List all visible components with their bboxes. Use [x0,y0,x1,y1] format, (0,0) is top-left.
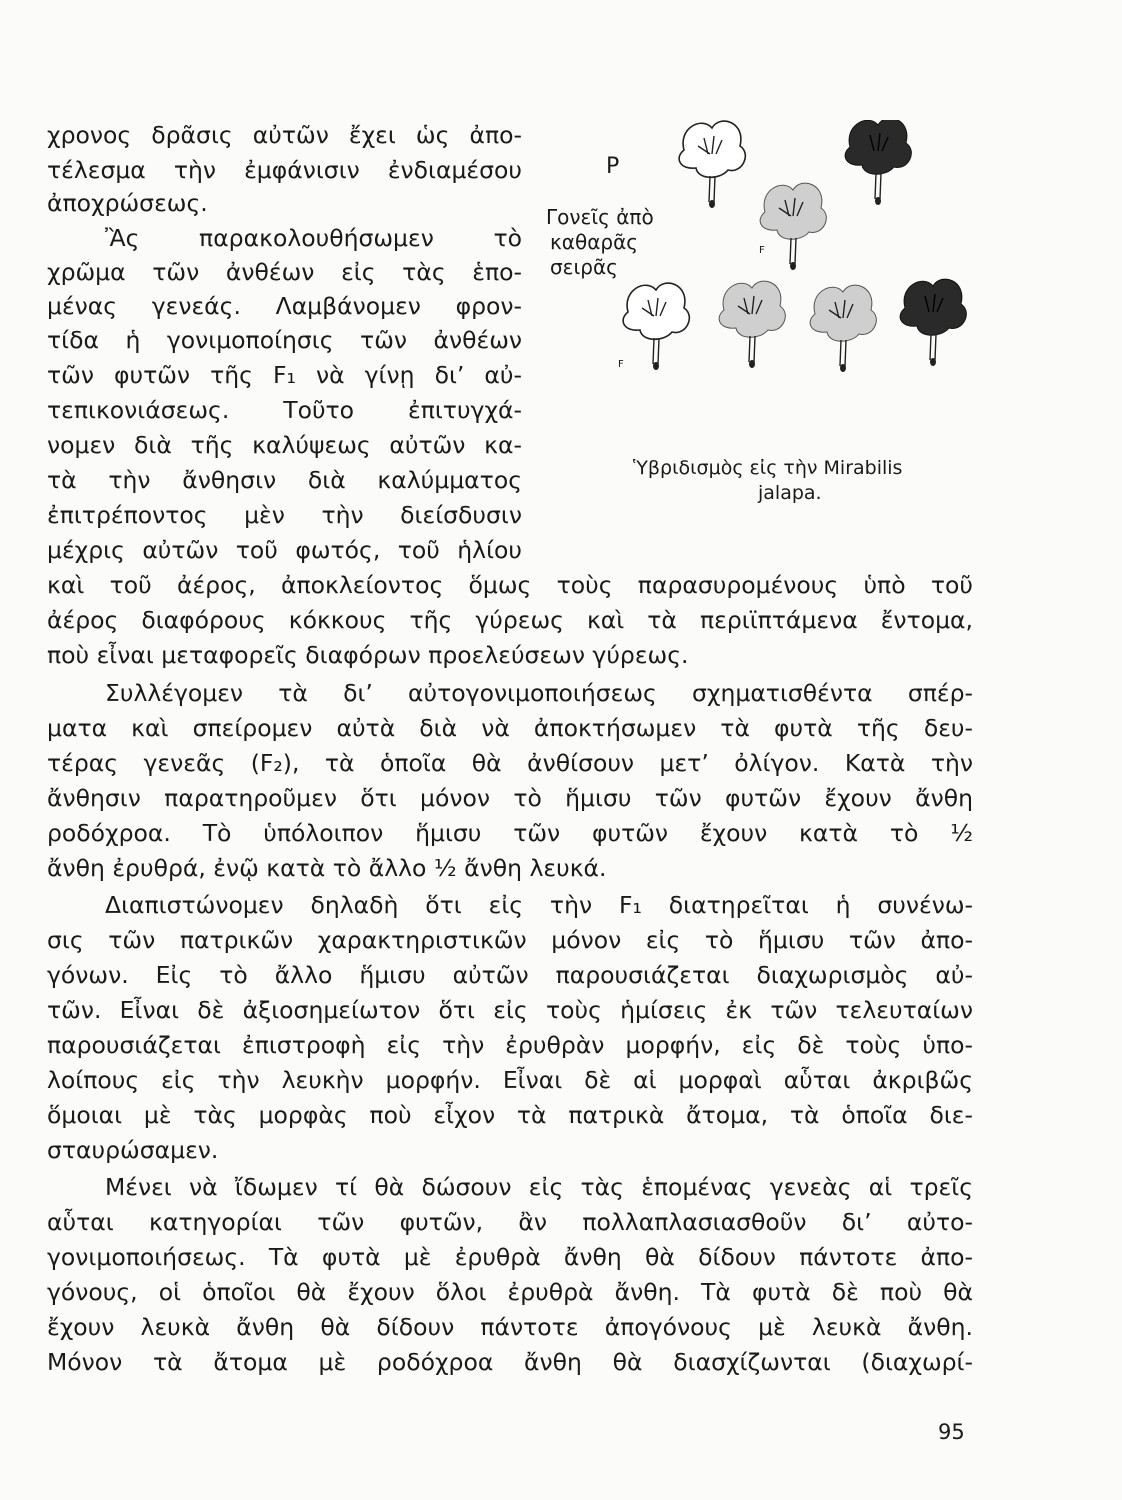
figure-parents-label: καθαρᾶς [550,230,639,254]
text-line: ἔχουν λευκὰ ἄνθη θὰ δίδουν πάντοτε ἀπογόνους μὲ λευκὰ ἄνθη. [47,1313,973,1341]
text-line: ροδόχροα. Τὸ ὑπόλοιπον ἥμισυ τῶν φυτῶν ἔχουν κατὰ τὸ ½ [47,819,973,847]
text-line: Μόνον τὰ ἄτομα μὲ ροδόχροα ἄνθη θὰ διασχίζωνται (διαχωρί- [47,1348,973,1376]
figure-caption: Ὑβριδισμὸς εἰς τὴν Mirabilis [633,457,903,479]
text-line: ποὺ εἶναι μεταφορεῖς διαφόρων προελεύσεων γύρεως. [47,641,689,669]
text-line: λοίπους εἰς τὴν λευκὴν μορφήν. Εἶναι δὲ αἱ μορφαὶ αὗται ἀκριβῶς [47,1066,973,1094]
text-line: αὗται κατηγορίαι τῶν φυτῶν, ἂν πολλαπλασιασθοῦν δι’ αὐτο- [47,1208,973,1236]
text-line: γονιμοποιήσεως. Τὰ φυτὰ μὲ ἐρυθρὰ ἄνθη θὰ δίδουν πάντοτε ἀπο- [47,1243,973,1271]
text-line: ἀποχρώσεως. [47,189,208,217]
text-line: παρουσιάζεται ἐπιστροφὴ εἰς τὴν ἐρυθρὰν μορφήν, εἰς δὲ τοὺς ὑπο- [47,1031,973,1059]
text-line: γόνους, οἱ ὁποῖοι θὰ ἔχουν ὅλοι ἐρυθρὰ ἄνθη. Τὰ φυτὰ δὲ ποὺ θὰ [47,1278,973,1306]
text-line: μένας γενεάς. Λαμβάνομεν φρον- [47,292,522,320]
paragraph-first-line: Συλλέγομεν τὰ δι’ αὐτογονιμοποιήσεως σχηματισθέντα σπέρ- [105,679,973,707]
figure-label-f2: F [618,359,624,370]
text-line: χρονος δρᾶσις αὐτῶν ἔχει ὡς ἀπο- [47,121,522,149]
figure-parents-label: Γονεῖς ἀπὸ [546,205,654,229]
mirabilis-hybrid-illustration [600,120,980,390]
text-line: τῶν φυτῶν τῆς F₁ νὰ γίνῃ δι’ αὐ- [47,361,522,389]
text-line: ὅμοιαι μὲ τὰς μορφὰς ποὺ εἶχον τὰ πατρικὰ ἄτομα, τὰ ὁποῖα διε- [47,1101,973,1129]
text-line: τίδα ἡ γονιμοποίησις τῶν ἀνθέων [47,326,522,354]
text-line: τῶν. Εἶναι δὲ ἀξιοσημείωτον ὅτι εἰς τοὺς ἡμίσεις ἐκ τῶν τελευταίων [47,996,973,1024]
text-line: ἐπιτρέποντος μὲν τὴν διείσδυσιν [47,501,522,529]
text-line: ματα καὶ σπείρομεν αὐτὰ διὰ νὰ ἀποκτήσωμεν τὰ φυτὰ τῆς δευ- [47,714,973,742]
text-line: νομεν διὰ τῆς καλύψεως αὐτῶν κα- [47,431,522,459]
figure-caption: jalapa. [758,482,822,504]
text-line: σταυρώσαμεν. [47,1136,219,1164]
text-line: τέλεσμα τὴν ἐμφάνισιν ἐνδιαμέσου [47,156,522,184]
text-line: χρῶμα τῶν ἀνθέων εἰς τὰς ἑπο- [47,258,522,286]
text-line: ἀέρος διαφόρους κόκκους τῆς γύρεως καὶ τὰ περιϊπτάμενα ἔντομα, [47,606,973,634]
paragraph-first-line: Ἂς παρακολουθήσωμεν τὸ [105,224,522,252]
text-line: τέρας γενεᾶς (F₂), τὰ ὁποῖα θὰ ἀνθίσουν μετ’ ὀλίγον. Κατὰ τὴν [47,749,973,777]
text-line: γόνων. Εἰς τὸ ἄλλο ἥμισυ αὐτῶν παρουσιάζεται διαχωρισμὸς αὐ- [47,961,973,989]
paragraph-first-line: Διαπιστώνομεν δηλαδὴ ὅτι εἰς τὴν F₁ διατηρεῖται ἡ συνένω- [105,891,973,919]
paragraph-first-line: Μένει νὰ ἴδωμεν τί θὰ δώσουν εἰς τὰς ἑπομένας γενεὰς αἱ τρεῖς [105,1173,973,1201]
text-line: τεπικονιάσεως. Τοῦτο ἐπιτυγχά- [47,396,522,424]
flower-white-icon [623,283,689,370]
flower-white-icon [679,121,745,208]
figure-label-p: P [606,154,620,179]
figure-label-f1: F [759,245,765,256]
text-line: καὶ τοῦ ἀέρος, ἀποκλείοντος ὅμως τοὺς παρασυρομένους ὑπὸ τοῦ [47,571,973,599]
flower-pink-icon [760,183,826,270]
flower-pink-icon [810,285,876,372]
text-line: τὰ τὴν ἄνθησιν διὰ καλύμματος [47,466,522,494]
text-line: μέχρις αὐτῶν τοῦ φωτός, τοῦ ἡλίου [47,536,522,564]
figure-parents-label: σειρᾶς [550,255,618,279]
flower-red-icon [845,120,911,205]
flower-red-icon [900,279,966,366]
page-number: 95 [938,1420,965,1444]
text-line: σις τῶν πατρικῶν χαρακτηριστικῶν μόνον εἰς τὸ ἥμισυ τῶν ἀπο- [47,926,973,954]
flower-pink-icon [719,281,785,368]
text-line: ἄνθησιν παρατηροῦμεν ὅτι μόνον τὸ ἥμισυ τῶν φυτῶν ἔχουν ἄνθη [47,784,973,812]
text-line: ἄνθη ἐρυθρά, ἐνῷ κατὰ τὸ ἄλλο ½ ἄνθη λευκά. [47,854,607,882]
